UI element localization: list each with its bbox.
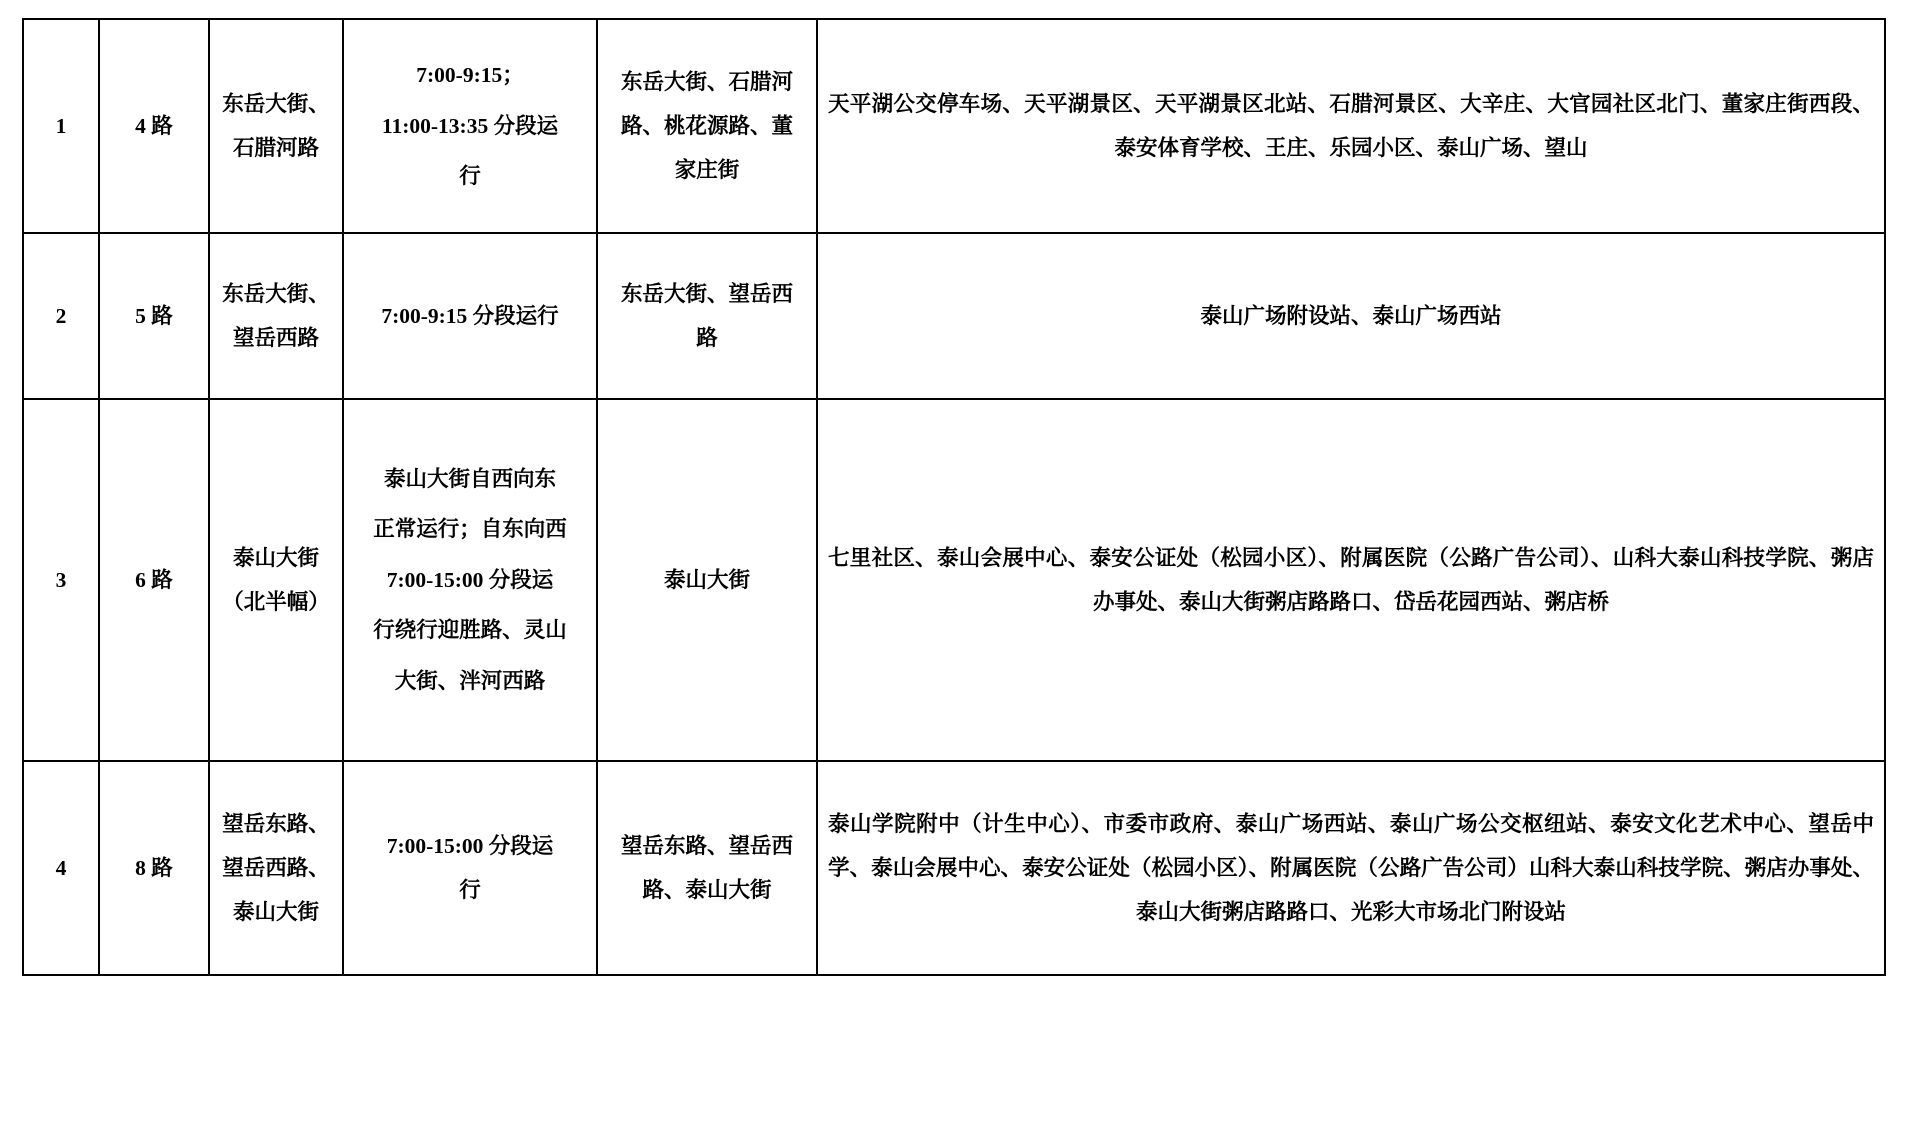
roads-line: 石腊河路 bbox=[232, 136, 319, 160]
time-line: 7:00-9:15 分段运行 bbox=[381, 303, 559, 328]
segment-line: 望岳东路、望岳西 bbox=[620, 833, 793, 858]
table-row bbox=[23, 19, 1885, 233]
row-line-name: 5 路 bbox=[99, 233, 209, 399]
row-roads bbox=[209, 233, 343, 399]
row-stops: 天平湖公交停车场、天平湖景区、天平湖景区北站、石腊河景区、大辛庄、大官园社区北门、董家庄街西段、泰安体育学校、王庄、乐园小区、泰山广场、望山 bbox=[817, 19, 1885, 233]
row-stops: 泰山学院附中（计生中心）、市委市政府、泰山广场西站、泰山广场公交枢纽站、泰安文化艺术中心、望岳中学、泰山会展中心、泰安公证处（松园小区）、附属医院（公路广告公司）山科大泰山科技学院、粥店办事处、泰山大街粥店路路口、光彩大市场北门附设站 bbox=[817, 761, 1885, 975]
row-line-name: 6 路 bbox=[99, 399, 209, 761]
roads-line: 望岳西路、 bbox=[222, 855, 330, 880]
time-line: 7:00-15:00 分段运 bbox=[386, 567, 554, 592]
roads-line: 泰山大街 bbox=[232, 545, 319, 570]
time-line: 11:00-13:35 分段运 bbox=[381, 113, 559, 138]
time-line: 7:00-9:15； bbox=[416, 63, 524, 88]
row-index: 3 bbox=[23, 399, 99, 761]
row-roads bbox=[209, 761, 343, 975]
segment-line: 路、桃花源路、董 bbox=[620, 113, 793, 138]
row-time-range bbox=[343, 233, 597, 399]
segment-line: 东岳大街、望岳西 bbox=[620, 281, 793, 306]
roads-line: （北半幅） bbox=[222, 590, 330, 614]
row-index: 4 bbox=[23, 761, 99, 975]
row-segment-roads bbox=[597, 19, 817, 233]
row-roads bbox=[209, 19, 343, 233]
time-line: 行 bbox=[459, 164, 481, 189]
row-stops: 七里社区、泰山会展中心、泰安公证处（松园小区）、附属医院（公路广告公司）、山科大泰山科技学院、粥店办事处、泰山大街粥店路路口、岱岳花园西站、粥店桥 bbox=[817, 399, 1885, 761]
row-line-name: 4 路 bbox=[99, 19, 209, 233]
time-line: 7:00-15:00 分段运 bbox=[386, 833, 554, 858]
row-index: 1 bbox=[23, 19, 99, 233]
roads-line: 望岳东路、 bbox=[222, 811, 330, 836]
roads-line: 望岳西路 bbox=[232, 326, 319, 350]
segment-line: 家庄街 bbox=[674, 158, 740, 183]
row-time-range bbox=[343, 399, 597, 761]
roads-line: 东岳大街、 bbox=[222, 281, 330, 306]
time-line: 大街、泮河西路 bbox=[394, 668, 546, 693]
table-row bbox=[23, 399, 1885, 761]
time-line: 行 bbox=[459, 878, 481, 902]
time-line: 行绕行迎胜路、灵山 bbox=[373, 618, 567, 643]
bus-route-table bbox=[22, 18, 1886, 976]
row-segment-roads bbox=[597, 761, 817, 975]
time-line: 泰山大街自西向东 bbox=[383, 466, 556, 491]
roads-line: 东岳大街、 bbox=[222, 91, 330, 116]
roads-line: 泰山大街 bbox=[232, 900, 319, 925]
row-segment-roads bbox=[597, 233, 817, 399]
segment-line: 东岳大街、石腊河 bbox=[620, 69, 793, 94]
segment-line: 路 bbox=[696, 326, 718, 350]
table-row bbox=[23, 761, 1885, 975]
time-line: 正常运行；自东向西 bbox=[373, 517, 567, 542]
row-time-range bbox=[343, 19, 597, 233]
row-roads bbox=[209, 399, 343, 761]
table-row bbox=[23, 233, 1885, 399]
row-index: 2 bbox=[23, 233, 99, 399]
row-stops: 泰山广场附设站、泰山广场西站 bbox=[817, 233, 1885, 399]
row-line-name: 8 路 bbox=[99, 761, 209, 975]
row-time-range bbox=[343, 761, 597, 975]
row-segment-roads bbox=[597, 399, 817, 761]
segment-line: 路、泰山大街 bbox=[642, 878, 772, 902]
segment-line: 泰山大街 bbox=[663, 567, 750, 592]
